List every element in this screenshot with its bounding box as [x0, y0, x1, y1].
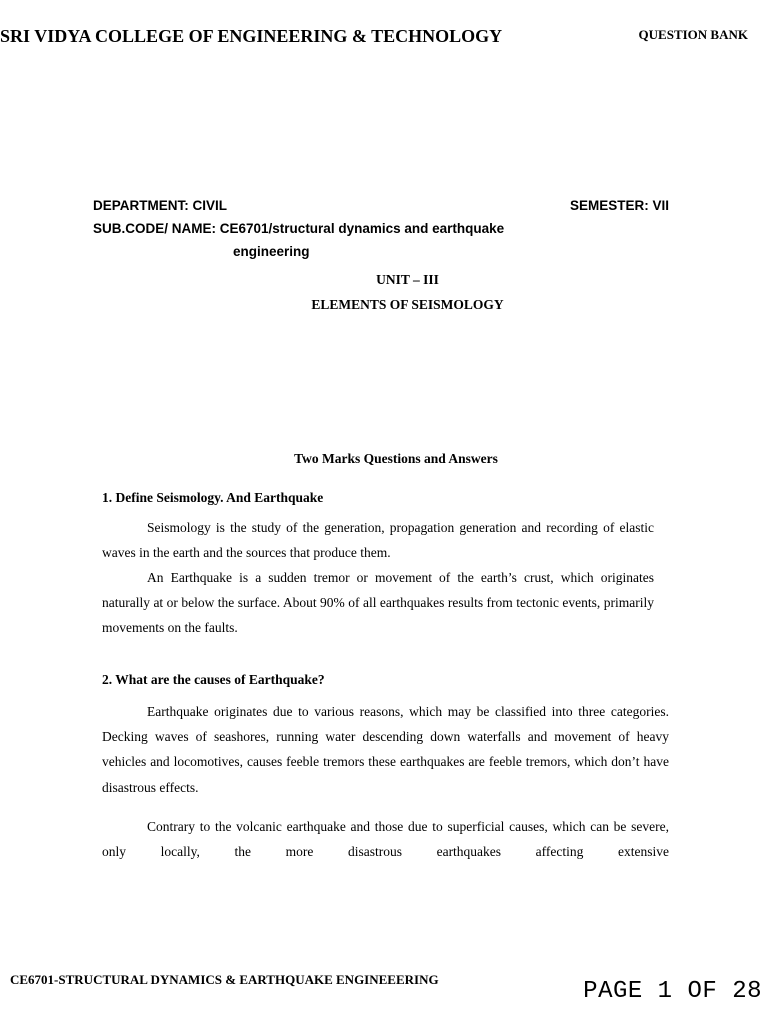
section-title: Two Marks Questions and Answers: [294, 451, 498, 466]
unit-title: ELEMENTS OF SEISMOLOGY: [311, 297, 504, 312]
answer-2-paragraph-2: [102, 814, 669, 864]
question-1: 1. Define Seismology. And Earthquake: [102, 490, 324, 505]
college-name: SRI VIDYA COLLEGE OF ENGINEERING & TECHNOLOGY: [0, 26, 503, 46]
document-type: QUESTION BANK: [638, 27, 748, 42]
answer-text: Earthquake originates due to various reasons, which may be classified into three categories. Decking waves of seashores, running water descending down waterfalls and movement of heavy vehicles and locomotives, causes feeble tremors these earthquakes are feeble tremors, which don’t have disastrous effects.: [102, 704, 669, 795]
subject-label: SUB.CODE/ NAME:: [93, 221, 220, 236]
answer-1-paragraph-2: [102, 565, 654, 641]
answer-text: Contrary to the volcanic earthquake and those due to superficial causes, which can be severe, only locally, the more disastrous earthquakes affecting extensive: [102, 819, 669, 860]
answer-text: Seismology is the study of the generation, propagation generation and recording of elastic waves in the earth and the sources that produce them.: [102, 520, 654, 561]
unit-number: UNIT – III: [376, 272, 439, 287]
subject-value-continued: engineering: [233, 244, 310, 259]
question-2: 2. What are the causes of Earthquake?: [102, 672, 325, 687]
answer-1-paragraph-1: [102, 515, 654, 565]
department: DEPARTMENT: CIVIL: [93, 198, 227, 213]
subject-value: CE6701/structural dynamics and earthquake: [219, 221, 505, 236]
answer-2-paragraph-1: [102, 699, 669, 800]
answer-text: An Earthquake is a sudden tremor or movement of the earth’s crust, which originates naturally at or below the surface. About 90% of all earthquakes results from tectonic events, primarily movements on the faults.: [102, 570, 654, 636]
subject-code-name: [93, 221, 504, 236]
semester: SEMESTER: VII: [569, 198, 669, 213]
page-number: PAGE 1 OF 28: [583, 978, 762, 1005]
footer-course: CE6701-STRUCTURAL DYNAMICS & EARTHQUAKE ENGINEEERING: [10, 972, 439, 987]
